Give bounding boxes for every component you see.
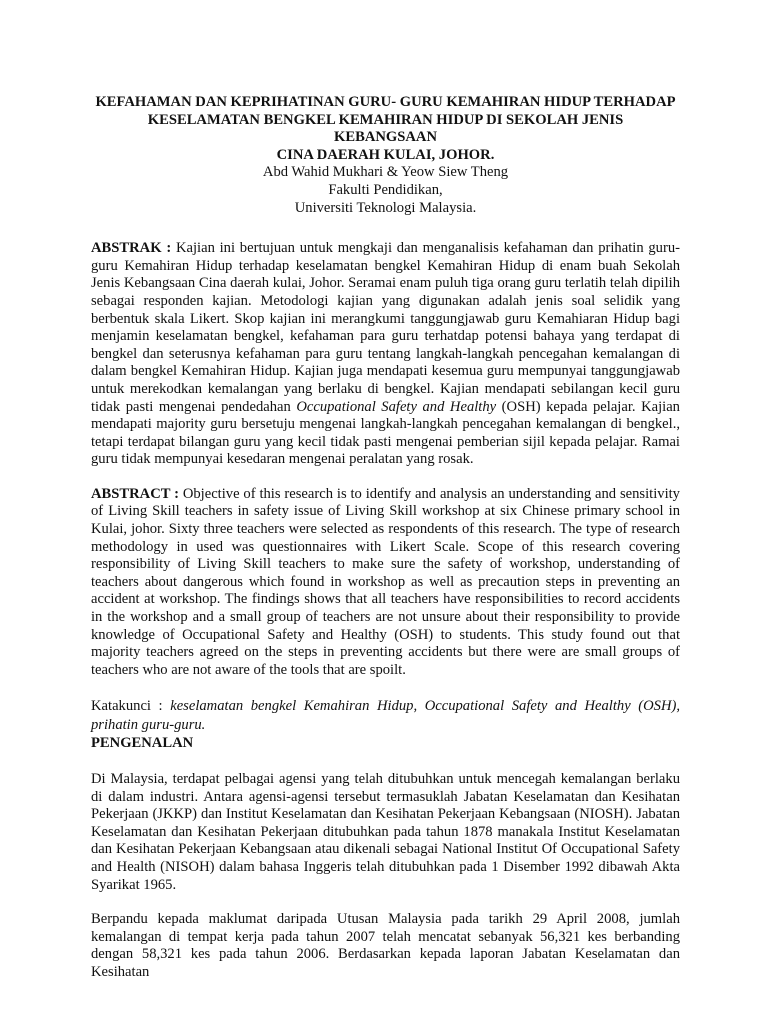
- title-line: CINA DAERAH KULAI, JOHOR.: [276, 146, 495, 163]
- keywords-label: Katakunci :: [91, 698, 171, 715]
- author-faculty: Fakulti Pendidikan,: [328, 181, 443, 198]
- author-university: Universiti Teknologi Malaysia.: [294, 199, 477, 216]
- title-line: KESELAMATAN BENGKEL KEMAHIRAN HIDUP DI SEKOLAH JENIS KEBANGSAAN: [147, 111, 624, 146]
- keywords-paragraph: [91, 697, 680, 735]
- abstract-text: Objective of this research is to identify and analysis an understanding and sensitivity of Living Skill teachers in safety issue of Living Skill workshop at six Chinese primary school in Kulai, johor. Sixty three teachers were selected as respondents of this research. The type of research methodology in used was questionnaires with Likert Scale. Scope of this research covering responsibility of Living Skill teachers to make sure the safety of workshop, understanding of teachers about dangerous which found in workshop as well as precaution steps in preventing an accident at workshop. The findings shows that all teachers have responsibilities to record accidents in the workshop and a small group of teachers are not unsure about their responsibility to provide knowledge of Occupational Safety and Healthy (OSH) to students. This study found out that majority teachers agreed on the steps in preventing accidents but there were are small groups of teachers who are not aware of the tools that are spoilt.: [91, 485, 680, 678]
- abstract-paragraph: [91, 486, 680, 680]
- author-names: Abd Wahid Mukhari & Yeow Siew Theng: [262, 164, 509, 181]
- paper-title: [91, 94, 680, 164]
- abstrak-label: ABSTRAK :: [91, 240, 172, 257]
- abstrak-italic-term: Occupational Safety and Healthy: [296, 398, 497, 415]
- intro-paragraph: Di Malaysia, terdapat pelbagai agensi yang telah ditubuhkan untuk mencegah kemalangan berlaku di dalam industri. Antara agensi-agensi tersebut termasuklah Jabatan Keselamatan dan Kesihatan Pekerjaan (JKKP) dan Institut Keselamatan dan Kesihatan Pekerjaan Kebangsaan (NIOSH). Jabatan Keselamatan dan Kesihatan Pekerjaan ditubuhkan pada tahun 1878 manakala Institut Keselamatan dan Kesihatan Pekerjaan Kebangsaan atau dikenali sebagai National Institut Of Occupational Safety and Health (NISOH) dalam bahasa Inggeris telah ditubuhkan pada 1 Disember 1992 dibawah Akta Syarikat 1965.: [91, 771, 680, 893]
- keywords-text: keselamatan bengkel Kemahiran Hidup, Occupational Safety and Healthy (OSH), prihatin guru-guru.: [91, 698, 681, 734]
- section-heading: PENGENALAN: [91, 735, 194, 752]
- title-line: KEFAHAMAN DAN KEPRIHATINAN GURU- GURU KEMAHIRAN HIDUP TERHADAP: [95, 94, 676, 110]
- abstract-label: ABSTRACT :: [91, 485, 179, 502]
- intro-paragraph: Berpandu kepada maklumat daripada Utusan Malaysia pada tarikh 29 April 2008, jumlah kemalangan di tempat kerja pada tahun 2007 telah mencatat sebanyak 56,321 kes berbanding dengan 58,321 kes pada tahun 2006. Berdasarkan kepada laporan Jabatan Keselamatan dan Kesihatan: [91, 911, 680, 980]
- abstrak-text-1: Kajian ini bertujuan untuk mengkaji dan menganalisis kefahaman dan prihatin guru-guru Kemahiran Hidup terhadap keselamatan bengkel Kemahiran Hidup di enam buah Sekolah Jenis Kebangsaan Cina daerah kulai, Johor. Seramai enam puluh tiga orang guru terlatih telah dipilih sebagai responden kajian. Metodologi kajian yang digunakan adalah jenis soal selidik yang berbentuk skala Likert. Skop kajian ini merangkumi tanggungjawab guru Kemahiaran Hidup bagi menjamin keselamatan bengkel, kefahaman para guru terhatdap potensi bahaya yang terdapat di bengkel dan seterusnya kefahaman para guru tentang langkah-langkah pencegahan kemalangan di dalam bengkel Kemahiran Hidup. Kajian juga mendapati kesemua guru mempunyai tanggungjawab untuk merekodkan kemalangan yang berlaku di bengkel. Kajian mendapati sebilangan kecil guru tidak pasti mengenai pendedahan: [91, 240, 680, 415]
- author-block: [91, 164, 680, 217]
- abstrak-text-2: (OSH) kepada pelajar. Kajian mendapati majority guru bersetuju mengenai langkah-langkah pencegahan kemalangan di bengkel., tetapi terdapat bilangan guru yang kecil tidak pasti mengenai pemberian sijil kepada pelajar. Ramai guru tidak mempunyai kesedaran mengenai peralatan yang rosak.: [91, 398, 680, 468]
- abstrak-paragraph: [91, 240, 680, 469]
